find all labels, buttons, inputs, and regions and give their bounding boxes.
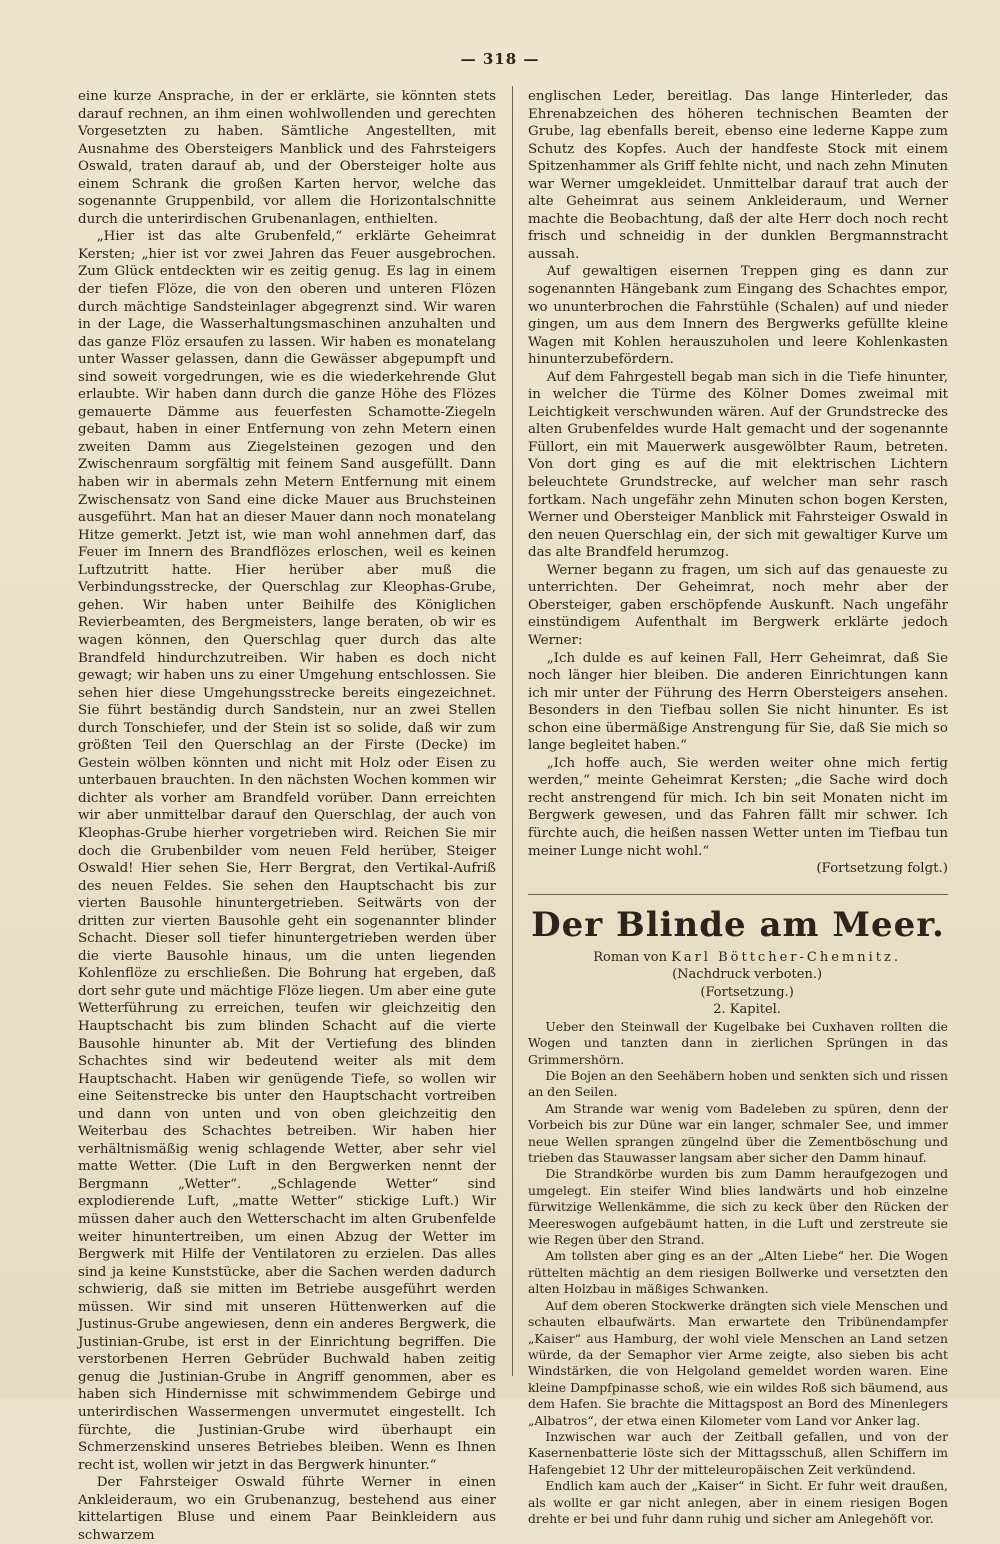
novel-paragraph: Endlich kam auch der „Kaiser“ in Sicht. Er fuhr weit draußen, als wollte er gar nicht anlegen, aber in einem riesigen Bogen drehte er bei und fuhr dann ruhig und sicher am Anlegehöft vor. <box>528 1478 948 1526</box>
novel-byline <box>528 949 948 967</box>
continued-note: (Fortsetzung folgt.) <box>816 861 948 877</box>
reprint-note: (Nachdruck verboten.) <box>672 967 823 983</box>
article-paragraph: Der Fahrsteiger Oswald führte Werner in einen Ankleideraum, wo ein Grubenanzug, bestehend aus einer kittelartigen Bluse und einem Paar Beinkleidern aus schwarzem <box>78 1475 496 1543</box>
novel-paragraph: Die Strandkörbe wurden bis zum Damm heraufgezogen und umgelegt. Ein steifer Wind blies landwärts und hob einzelne fürwitzige Wellenkämme, die sich zu keck über den Rücken der Meereswogen aufgebäumt hatten, in die Luft und zerstreute sie wie Regen über den Strand. <box>528 1166 948 1248</box>
novel-paragraph: Inzwischen war auch der Zeitball gefallen, und von der Kasernenbatterie löste sich der Mittagsschuß, allen Schiffern im Hafengebiet 12 Uhr der mitteleuropäischen Zeit verkündend. <box>528 1428 948 1477</box>
article-paragraph: „Hier ist das alte Grubenfeld,“ erklärte Geheimrat Kersten; „hier ist vor zwei Jahren das Feuer ausgebrochen. Zum Glück entdeckten wir es zeitig genug. Es lag in einem der tiefen Flöze, die von den oberen und unteren Flözen durch mächtige Sandsteinlager abgegrenzt sind. Wir waren in der Lage, die Wasserhaltungsmaschinen anzuhalten und das ganze Flöz ersaufen zu lassen. Wir haben es monatelang unter Wasser gelassen, dann die Gewässer abgepumpft und sind soweit vorgedrungen, wie es die wiederkehrende Glut erlaubte. Wir haben dann durch die ganze Höhe des Flözes gemauerte Dämme aus feuerfesten Schamotte-Ziegeln gebaut, haben in einer Entfernung von zehn Metern einen zweiten Damm aus Ziegelsteinen gezogen und den Zwischenraum sorgfältig mit feinem Sand ausgefüllt. Dann haben wir in abermals zehn Metern Entfernung mit einem Zwischensatz von Sand eine dicke Mauer aus Bruchsteinen ausgeführt. Man hat an dieser Mauer dann noch monatelang Hitze gemerkt. Jetzt ist, wie man wohl annehmen darf, das Feuer im Innern des Brandflözes erloschen, weil es keinen Luftzutritt hatte. Hier herüber aber muß die Verbindungsstrecke, der Querschlag zur Kleophas-Grube, gehen. Wir haben unter Beihilfe des Königlichen Revierbeamten, des Bergmeisters, lange beraten, ob wir es wagen können, den Querschlag quer durch das alte Brandfeld hindurchzutreiben. Wir haben es doch nicht gewagt; wir haben uns zu einer Umgehung entschlossen. Sie sehen hier diese Umgehungsstrecke bereits eingezeichnet. Sie führt beständig durch Sandstein, nur an zwei Stellen durch Tonschiefer, und der Stein ist so solide, daß wir zum größten Teil den Querschlag an der Firste (Decke) im Gestein wölben könnten und nicht mit Holz oder Eisen zu unterbauen brauchten. In den nächsten Wochen kommen wir dichter als vorher am Brandfeld vorüber. Dann erreichten wir aber unmittelbar darauf den Querschlag, der auch von Kleophas-Grube hierher vorgetrieben wird. Reichen Sie mir doch die Grubenbilder vom neuen Feld herüber, Steiger Oswald! Hier sehen Sie, Herr Bergrat, den Vertikal-Aufriß des neuen Feldes. Sie sehen den Hauptschacht bis zur vierten Bausohle hinuntergetrieben. Seitwärts von der dritten zur vierten Bausohle geht ein sogenannter blinder Schacht. Dieser soll tiefer hinuntergetrieben werden über die vierte Bausohle hinaus, um die unten liegenden Kohlenflöze zu erschließen. Die Bohrung hat ergeben, daß dort sehr gute und mächtige Flöze liegen. Um aber eine gute Wetterführung zu erreichen, teufen wir gleichzeitig den Hauptschacht bis zum blinden Schacht auf die vierte Bausohle hinunter ab. Mit der Vertiefung des blinden Schachtes sind wir bedeutend weiter als mit dem Hauptschacht. Haben wir genügende Tiefe, so wollen wir eine Seitenstrecke bis unter den Hauptschacht vortreiben und dann von unten und von oben gleichzeitig den Weiterbau des Schachtes betreiben. Wir haben hier verhältnismäßig wenig schlagende Wetter, aber sehr viel matte Wetter. (Die Luft in den Bergwerken nennt der Bergmann „Wetter“. „Schlagende Wetter“ sind explodierende Luft, „matte Wetter“ stickige Luft.) Wir müssen daher auch den Wetterschacht im alten Grubenfelde weiter hinuntertreiben, um einen Abzug der Wetter im Bergwerk mit Hilfe der Ventilatoren zu erzielen. Das alles sind ja keine Kunststücke, aber die Sachen werden dadurch schwierig, daß sie mitten im Betriebe ausgeführt werden müssen. Wir sind mit unseren Hüttenwerken auf die Justinus-Grube angewiesen, denn ein anderes Bergwerk, die Justinian-Grube, ist erst in der Einrichtung begriffen. Die verstorbenen Herren Gebrüder Buchwald haben zeitig genug die Justinian-Grube in Angriff genommen, aber es haben sich Hindernisse mit schwimmendem Gebirge und unterirdischen Wassermengen unvermutet eingestellt. Ich fürchte, die Justinian-Grube wird überhaupt ein Schmerzenskind unseres Betriebes bleiben. Wenn es Ihnen recht ist, wollen wir jetzt in das Bergwerk hinunter.“ <box>78 229 496 1473</box>
article-paragraph: eine kurze Ansprache, in der er erklärte, sie könnten stets darauf rechnen, an ihm einen wohlwollenden und gerechten Vorgesetzten zu haben. Sämtliche Angestellten, mit Ausnahme des Obersteigers Manblick und des Fahrsteigers Oswald, traten darauf ab, und der Obersteiger holte aus einem Schrank die großen Karten hervor, welche das sogenannte Gruppenbild, vor allem die Horizontalschnitte durch die unterirdischen Grubenanlagen, enthielten. <box>78 89 496 227</box>
novel-paragraph: Am Strande war wenig vom Badeleben zu spüren, denn der Vorbeich bis zur Düne war ein langer, schmaler See, und immer neue Wellen sprangen züngelnd über die Zementböschung und trieben das Stauwasser langsam aber sicher den Damm hinauf. <box>528 1100 948 1166</box>
article-paragraph: Werner begann zu fragen, um sich auf das genaueste zu unterrichten. Der Geheimrat, noch mehr aber der Obersteiger, gaben erschöpfende Auskunft. Nach ungefähr einstündigem Aufenthalt im Bergwerk erklärte jedoch Werner: <box>528 562 948 648</box>
novel-text <box>528 1019 948 1528</box>
novel-author: Karl Böttcher-Chemnitz. <box>671 949 901 965</box>
article-paragraph: „Ich dulde es auf keinen Fall, Herr Geheimrat, daß Sie noch länger hier bleiben. Die anderen Einrichtungen kann ich mir unter der Führung des Herrn Obersteigers ansehen. Besonders in den Tiefbau sollen Sie nicht hinunter. Es ist schon eine übermäßige Anstrengung für Sie, daß Sie mich so lange begleitet haben.“ <box>528 650 948 754</box>
article-paragraph: englischen Leder, bereitlag. Das lange Hinterleder, das Ehrenabzeichen des höheren technischen Beamten der Grube, lag ebenfalls bereit, ebenso eine lederne Kappe zum Schutz des Kopfes. Auch der handfeste Stock mit einem Spitzenhammer als Griff fehlte nicht, und nach zehn Minuten war Werner umgekleidet. Unmittelbar darauf trat auch der alte Geheimrat aus seinem Ankleideraum, und Werner machte die Beobachtung, daß der alte Herr doch noch recht frisch und schneidig in der dunklen Bergmannstracht aussah. <box>528 89 948 262</box>
novel-paragraph: Auf dem oberen Stockwerke drängten sich viele Menschen und schauten elbaufwärts. Man erwartete den Tribünendampfer „Kaiser“ aus Hamburg, der wohl viele Menschen an Land setzen würde, da der Semaphor vier Arme zeigte, also sieben bis acht Windstärken, die von Helgoland gemeldet worden waren. Eine kleine Dampfpinasse schoß, wie ein wildes Roß sich bäumend, aus dem Hafen. Sie brachte die Mittagspost an Bord des Minenlegers „Albatros“, der etwa einen Kilometer vom Land vor Anker lag. <box>528 1297 948 1428</box>
left-column <box>78 88 496 1544</box>
article-paragraph: Auf dem Fahrgestell begab man sich in die Tiefe hinunter, in welcher die Türme des Kölner Domes zweimal mit Leichtigkeit verschwunden wären. Auf der Grundstrecke des alten Grubenfeldes wurde Halt gemacht und der sogenannte Füllort, ein mit Mauerwerk ausgewölbter Raum, betreten. Von dort ging es auf die mit elektrischen Lichtern beleuchtete Grundstrecke, auf welcher man sehr rasch fortkam. Nach ungefähr zehn Minuten schon bogen Kersten, Werner und Obersteiger Manblick mit Fahrsteiger Oswald in den neuen Querschlag ein, der sich mit gewaltiger Kurve um das alte Brandfeld herumzog. <box>528 369 948 561</box>
column-divider <box>512 86 513 1376</box>
novel-paragraph: Die Bojen an den Seehäbern hoben und senkten sich und rissen an den Seilen. <box>528 1068 948 1100</box>
chapter-heading: 2. Kapitel. <box>713 1002 781 1018</box>
article-paragraph: Auf gewaltigen eisernen Treppen ging es dann zur sogenannten Hängebank zum Eingang des Schachtes empor, wo ununterbrochen die Fahrstühle (Schalen) auf und nieder gingen, um aus dem Innern des Bergwerks gefüllte kleine Wagen mit Kohlen herauszuholen und leere Kohlenkasten hinunterzubefördern. <box>528 264 948 368</box>
page-number: — 318 — <box>460 50 540 68</box>
right-column <box>528 88 948 1527</box>
byline-prefix: Roman von <box>593 949 667 965</box>
article-paragraph: „Ich hoffe auch, Sie werden weiter ohne mich fertig werden,“ meinte Geheimrat Kersten; „die Sache wird doch recht anstrengend für mich. Ich bin seit Monaten nicht im Bergwerk gewesen, und das Fahren fällt mir schwer. Ich fürchte auch, die heißen nassen Wetter unten im Tiefbau tun meiner Lunge nicht wohl.“ <box>528 755 948 859</box>
novel-paragraph: Am tollsten aber ging es an der „Alten Liebe“ her. Die Wogen rüttelten mächtig an dem riesigen Bollwerke und versetzten den alten Holzbau in mäßiges Schwanken. <box>528 1248 948 1297</box>
novel-title: Der Blinde am Meer. <box>531 904 945 945</box>
novel-paragraph: Ueber den Steinwall der Kugelbake bei Cuxhaven rollten die Wogen und tanzten dann in zierlichen Sprüngen in das Grimmershörn. <box>528 1018 948 1067</box>
section-divider <box>528 894 948 895</box>
continuation-note: (Fortsetzung.) <box>700 984 794 1000</box>
